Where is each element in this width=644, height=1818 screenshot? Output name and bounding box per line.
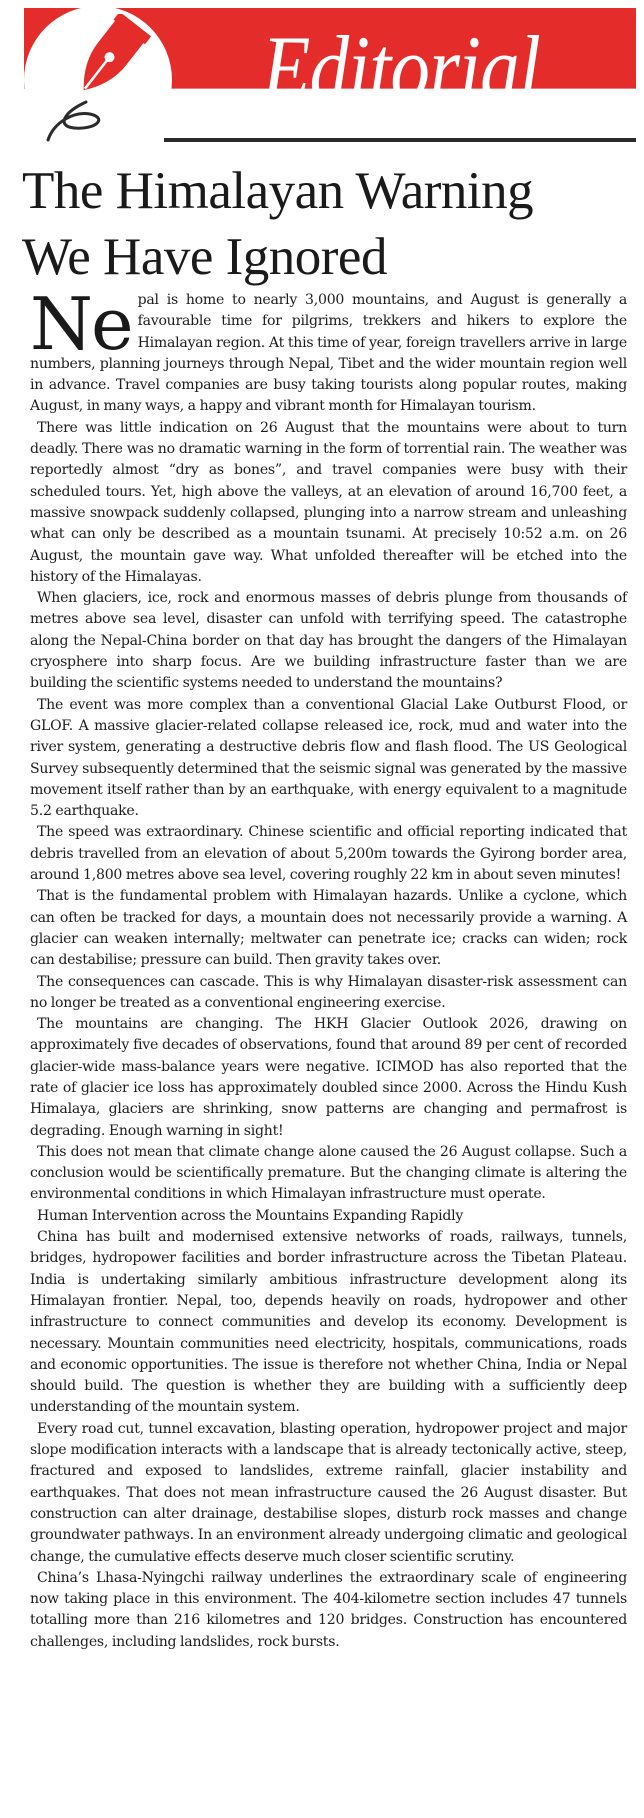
paragraph-12: China’s Lhasa-Nyingchi railway underlines the extraordinary scale of engineering now taking place in this environment. The 404-kilometre section includes 47 tunnels totalling more than 216 kilometres and 120 bridges. Construction has encountered challenges, including landslides, rock bursts. (30, 1569, 627, 1650)
paragraph-6: That is the fundamental problem with Himalayan hazards. Unlike a cyclone, which can often be tracked for days, a mountain does not necessarily provide a warning. A glacier can weaken internally; meltwater can penetrate ice; cracks can widen; rock can destabilise; pressure can build. Then gravity takes over. (30, 888, 627, 969)
editorial-banner (24, 8, 636, 138)
article-body (30, 282, 627, 1653)
subheading: Human Intervention across the Mountains Expanding Rapidly (37, 1207, 464, 1224)
paragraph-5: The speed was extraordinary. Chinese scientific and official reporting indicated that debris travelled from an elevation of about 5,200m towards the Gyirong border area, around 1,800 metres above sea level, covering roughly 22 km in about seven minutes! (30, 824, 627, 884)
paragraph-10: China has built and modernised extensive networks of roads, railways, tunnels, bridges, hydropower facilities and border infrastructure across the Tibetan Plateau. India is undertaking similarly ambitious infrastructure development along its Himalayan frontier. Nepal, too, depends heavily on roads, hydropower and other infrastructure to connect communities and develop its economy. Development is necessary. Mountain communities need electricity, hospitals, communications, roads and economic opportunities. The issue is therefore not whether China, India or Nepal should build. The question is whether they are building with a sufficiently deep understanding of the mountain system. (30, 1229, 627, 1416)
banner-rule (164, 138, 636, 142)
headline-line-1: The Himalayan Warning (22, 162, 534, 220)
fountain-pen-nib-icon (34, 14, 164, 144)
drop-cap: Ne (30, 282, 132, 366)
headline (22, 158, 622, 290)
paragraph-2: There was little indication on 26 August that the mountains were about to turn deadly. There was no dramatic warning in the form of torrential rain. The weather was reportedly almost “dry as bones”, and travel companies were busy with their scheduled tours. Yet, high above the valleys, at an elevation of around 16,700 feet, a massive snowpack suddenly collapsed, plunging into a narrow stream and unleashing what can only be described as a mountain tsunami. At precisely 10:52 a.m. on 26 August, the mountain gave way. What unfolded thereafter will be etched into the history of the Himalayas. (30, 419, 627, 585)
paragraph-7: The consequences can cascade. This is why Himalayan disaster-risk assessment can no longer be treated as a conventional engineering exercise. (30, 973, 627, 1011)
paragraph-9: This does not mean that climate change alone caused the 26 August collapse. Such a conclusion would be scientifically premature. But the changing climate is altering the environmental conditions in which Himalayan infrastructure must operate. (30, 1143, 627, 1203)
headline-line-2: We Have Ignored (22, 228, 387, 286)
paragraph-3: When glaciers, ice, rock and enormous masses of debris plunge from thousands of metres above sea level, disaster can unfold with terrifying speed. The catastrophe along the Nepal-China border on that day has brought the dangers of the Himalayan cryosphere into sharp focus. Are we building infrastructure faster than we are building the scientific systems needed to understand the mountains? (30, 590, 627, 692)
paragraph-8: The mountains are changing. The HKH Glacier Outlook 2026, drawing on approximately five decades of observations, found that around 89 per cent of recorded glacier-wide mass-balance years were negative. ICIMOD has also reported that the rate of glacier ice loss has approximately doubled since 2000. Across the Hindu Kush Himalaya, glaciers are shrinking, snow patterns are changing and permafrost is degrading. Enough warning in sight! (30, 1016, 627, 1139)
paragraph-1-text: pal is home to nearly 3,000 mountains, and August is generally a favourable time for pilgrims, trekkers and hikers to explore the Himalayan region. At this time of year, foreign travellers arrive in large numbers, planning journeys through Nepal, Tibet and the wider mountain region well in advance. Travel companies are busy taking tourists along popular routes, making August, in many ways, a happy and vibrant month for Himalayan tourism. (30, 292, 627, 415)
paragraph-11: Every road cut, tunnel excavation, blasting operation, hydropower project and major slope modification interacts with a landscape that is already tectonically active, steep, fractured and exposed to landslides, extreme rainfall, glacier instability and earthquakes. That does not mean infrastructure caused the 26 August disaster. But construction can alter drainage, destabilise slopes, disturb rock masses and change groundwater pathways. In an environment already undergoing climatic and geological change, the cumulative effects deserve much closer scientific scrutiny. (30, 1420, 627, 1565)
paragraph-4: The event was more complex than a conventional Glacial Lake Outburst Flood, or GLOF. A massive glacier-related collapse released ice, rock, mud and water into the river system, generating a destructive debris flow and flash flood. The US Geological Survey subsequently determined that the seismic signal was generated by the massive movement itself rather than by an earthquake, with energy equivalent to a magnitude 5.2 earthquake. (30, 696, 627, 820)
banner-title: Editorial (262, 17, 540, 119)
paragraph-1 (30, 282, 627, 418)
